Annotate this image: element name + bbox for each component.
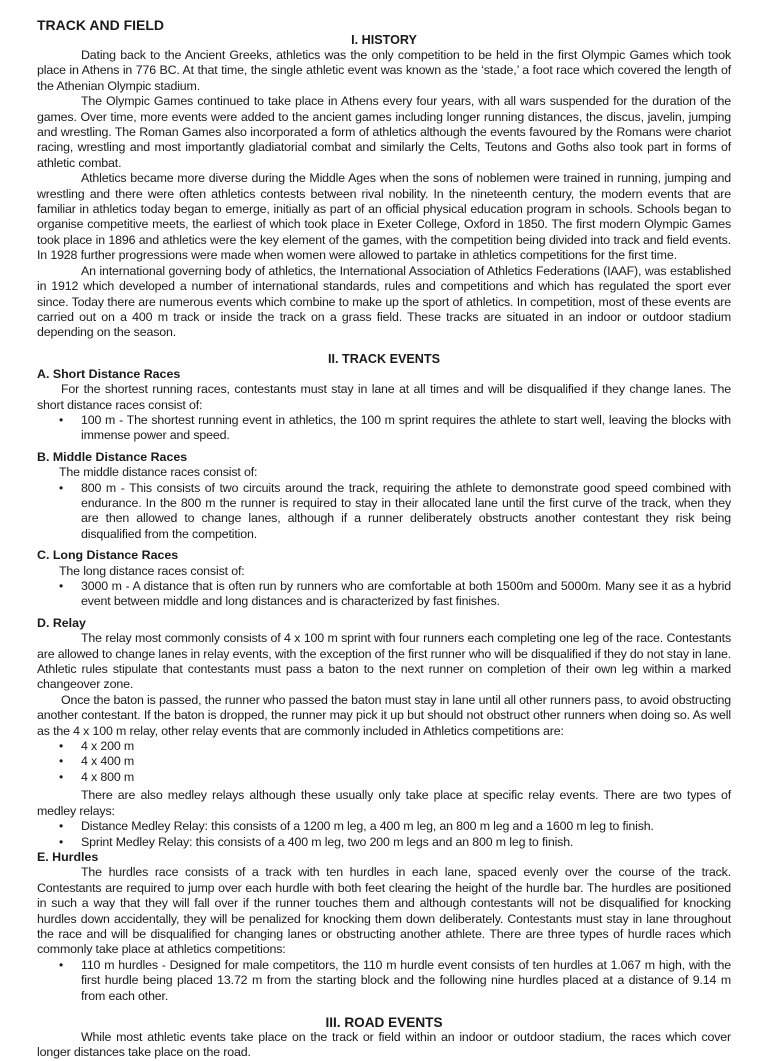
middle-distance-intro: The middle distance races consist of:: [59, 465, 258, 480]
history-paragraph: Athletics became more diverse during the Middle Ages when the sons of noblemen were trained in running, jumping and wrestling and there were often athletics contests between rival nobility. In the nineteenth century, the modern events that are familiar in athletics today began to emerge, initially as part of an official physical education program in schools. Schools began to organise competitive meets, the earliest of which took place in Exeter College, Oxford in 1850. The first modern Olympic Games took place in 1896 and athletics were the key element of the games, with the competition being divided into track and field events. In 1928 further progressions were made when women were allowed to partake in athletics competitions for the first time.: [37, 171, 731, 263]
short-distance-intro: For the shortest running races, contestants must stay in lane at all times and will be disqualified if they change lanes. The short distance races consist of:: [37, 382, 731, 412]
list-item: • Distance Medley Relay: this consists of a 1200 m leg, a 400 m leg, an 800 m leg and a 1600 m leg to finish.: [59, 819, 654, 834]
long-distance-intro: The long distance races consist of:: [59, 563, 245, 578]
track-events-heading: II. TRACK EVENTS: [328, 351, 440, 366]
hurdles-paragraph: The hurdles race consists of a track with ten hurdles in each lane, spaced evenly over the course of the track. Contestants are required to jump over each hurdle with both feet clearing the height of the hurdle bar. The hurdles are positioned in such a way that they will fall over if the runner touches them and although contestants will not be disqualified for knocking hurdles down accidentally, they will be penalized for knocking them down deliberately. Contestants must stay in lane throughout the race and will be disqualified for changing lanes or obstructing another athlete. There are three types of hurdle races which commonly take place at athletics competitions:: [37, 865, 731, 957]
hurdles-heading: E. Hurdles: [37, 849, 99, 864]
relay-list: [37, 739, 731, 785]
bullet-icon: •: [59, 819, 64, 834]
relay-paragraph: Once the baton is passed, the runner who passed the baton must stay in lane until all other runners pass, to avoid obstructing another contestant. If the baton is dropped, the runner may pick it up but should not obstruct other runners when doing so. As well as the 4 x 100 m relay, other relay events that are commonly included in Athletics competitions are:: [37, 692, 731, 738]
long-distance-heading: C. Long Distance Races: [37, 548, 179, 563]
document-title: TRACK AND FIELD: [37, 17, 165, 33]
list-item: • 3000 m - A distance that is often run by runners who are comfortable at both 1500m and 5000m. Many see it as a hybrid event between middle and long distances and is characterized by fast finishes.: [59, 579, 731, 609]
history-heading: I. HISTORY: [351, 33, 417, 47]
list-item: • Sprint Medley Relay: this consists of a 400 m leg, two 200 m legs and an 800 m leg to finish.: [59, 834, 574, 849]
history-paragraph: The Olympic Games continued to take place in Athens every four years, with all wars suspended for the duration of the games. Over time, more events were added to the ancient games including longer running distances, the discus, javelin, jumping and wrestling. The Roman Games also incorporated a form of athletics although the events favoured by the Romans were chariot racing, wrestling and most importantly gladiatorial combat and similarly the Celts, Teutons and Goths also took part in forms of athletic combat.: [37, 94, 731, 170]
middle-distance-list: [37, 481, 731, 543]
bullet-icon: •: [59, 957, 64, 972]
short-distance-list: [37, 413, 731, 444]
list-item: • 4 x 200 m: [59, 739, 135, 754]
bullet-icon: •: [59, 480, 64, 495]
history-paragraph: Dating back to the Ancient Greeks, athletics was the only competition to be held in the first Olympic Games which took place in Athens in 776 BC. At that time, the single athletic event was known as the ‘stade,’ a foot race which covered the length of the Athenian Olympic stadium.: [37, 48, 731, 93]
list-item: • 100 m - The shortest running event in athletics, the 100 m sprint requires the athlete to start well, leaving the blocks with immense power and speed.: [59, 412, 731, 443]
bullet-icon: •: [59, 769, 64, 784]
long-distance-list: [37, 579, 731, 610]
list-item: • 4 x 800 m: [59, 769, 135, 784]
relay-paragraph: There are also medley relays although these usually only take place at specific relay events. There are two types of medley relays:: [37, 788, 731, 818]
road-paragraph: While most athletic events take place on the track or field within an indoor or outdoor stadium, the races which cover longer distances take place on the road.: [37, 1029, 731, 1060]
list-item: • 4 x 400 m: [59, 754, 135, 769]
short-distance-heading: A. Short Distance Races: [37, 366, 181, 381]
middle-distance-heading: B. Middle Distance Races: [37, 449, 188, 464]
history-paragraph: An international governing body of athletics, the International Association of Athletics Federations (IAAF), was established in 1912 which developed a number of international standards, rules and competitions and which has regulated the sport ever since. Today there are numerous events which combine to make up the sport of athletics. In competition, most of these events are carried out on a 400 m track or inside the track on a grass field. These tracks are situated in an indoor or outdoor stadium depending on the season.: [37, 263, 731, 340]
road-events-heading: III. ROAD EVENTS: [325, 1014, 443, 1030]
list-item: • 110 m hurdles - Designed for male competitors, the 110 m hurdle event consists of ten hurdles at 1.067 m high, with the first hurdle being placed 13.72 m from the starting block and the following nine hurdles placed at a distance of 9.14 m from each other.: [59, 957, 731, 1003]
hurdles-list: [37, 958, 731, 1004]
bullet-icon: •: [59, 412, 64, 427]
bullet-icon: •: [59, 579, 64, 593]
bullet-icon: •: [59, 739, 64, 754]
relay-paragraph: The relay most commonly consists of 4 x 100 m sprint with four runners each completing one leg of the race. Contestants are allowed to change lanes in relay events, with the exception of the first runner who will be disqualified if they do not stay in lane. Athletic rules stipulate that contestants must pass a baton to the next runner on completion of their own leg within a marked changeover zone.: [37, 631, 731, 692]
medley-list: [37, 819, 731, 850]
list-item: • 800 m - This consists of two circuits around the track, requiring the athlete to demonstrate good speed combined with endurance. In the 800 m the runner is required to stay in their allocated lane until the first curve of the track, when they are then allowed to change lanes, although if a runner deliberately obstructs another contestant they risk being disqualified from the competition.: [59, 480, 731, 541]
bullet-icon: •: [59, 834, 64, 849]
bullet-icon: •: [59, 754, 64, 769]
relay-heading: D. Relay: [37, 615, 86, 630]
